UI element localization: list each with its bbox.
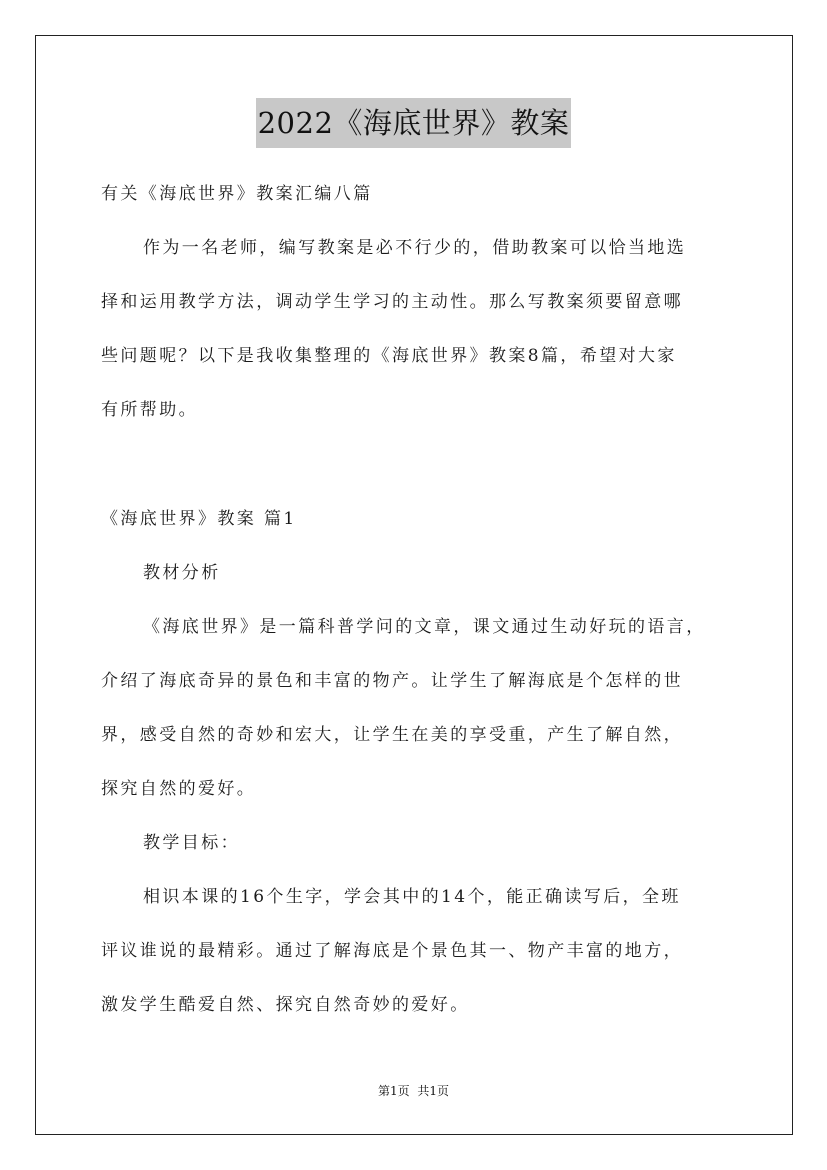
material-line-4: 探究自然的爱好。 [101,779,257,799]
goal-line-3: 激发学生酷爱自然、探究自然奇妙的爱好。 [101,995,470,1015]
section-heading: 《海底世界》教案 篇1 [101,509,297,529]
page-footer [0,1082,827,1100]
material-line-2: 介绍了海底奇异的景色和丰富的物产。让学生了解海底是个怎样的世 [101,671,683,691]
intro-line-4: 有所帮助。 [101,400,198,420]
document-title: 2022《海底世界》教案 [256,98,572,148]
material-line-1: 《海底世界》是一篇科普学问的文章，课文通过生动好玩的语言， [143,617,706,637]
material-line-3: 界，感受自然的奇妙和宏大，让学生在美的享受重，产生了解自然， [101,725,683,745]
page-number: 第1页 [377,1084,410,1098]
title-container [0,98,827,148]
goal-line-1: 相识本课的16个生字，学会其中的14个，能正确读写后，全班 [143,887,681,907]
intro-line-2: 择和运用教学方法，调动学生学习的主动性。那么写教案须要留意哪 [101,292,683,312]
document-subtitle: 有关《海底世界》教案汇编八篇 [101,184,373,204]
intro-line-1: 作为一名老师，编写教案是必不行少的，借助教案可以恰当地选 [143,238,687,258]
goal-heading: 教学目标： [143,833,240,853]
intro-line-3: 些问题呢？以下是我收集整理的《海底世界》教案8篇，希望对大家 [101,346,677,366]
material-heading: 教材分析 [143,563,221,583]
goal-line-2: 评议谁说的最精彩。通过了解海底是个景色其一、物产丰富的地方， [101,941,683,961]
page-total: 共1页 [417,1084,450,1098]
